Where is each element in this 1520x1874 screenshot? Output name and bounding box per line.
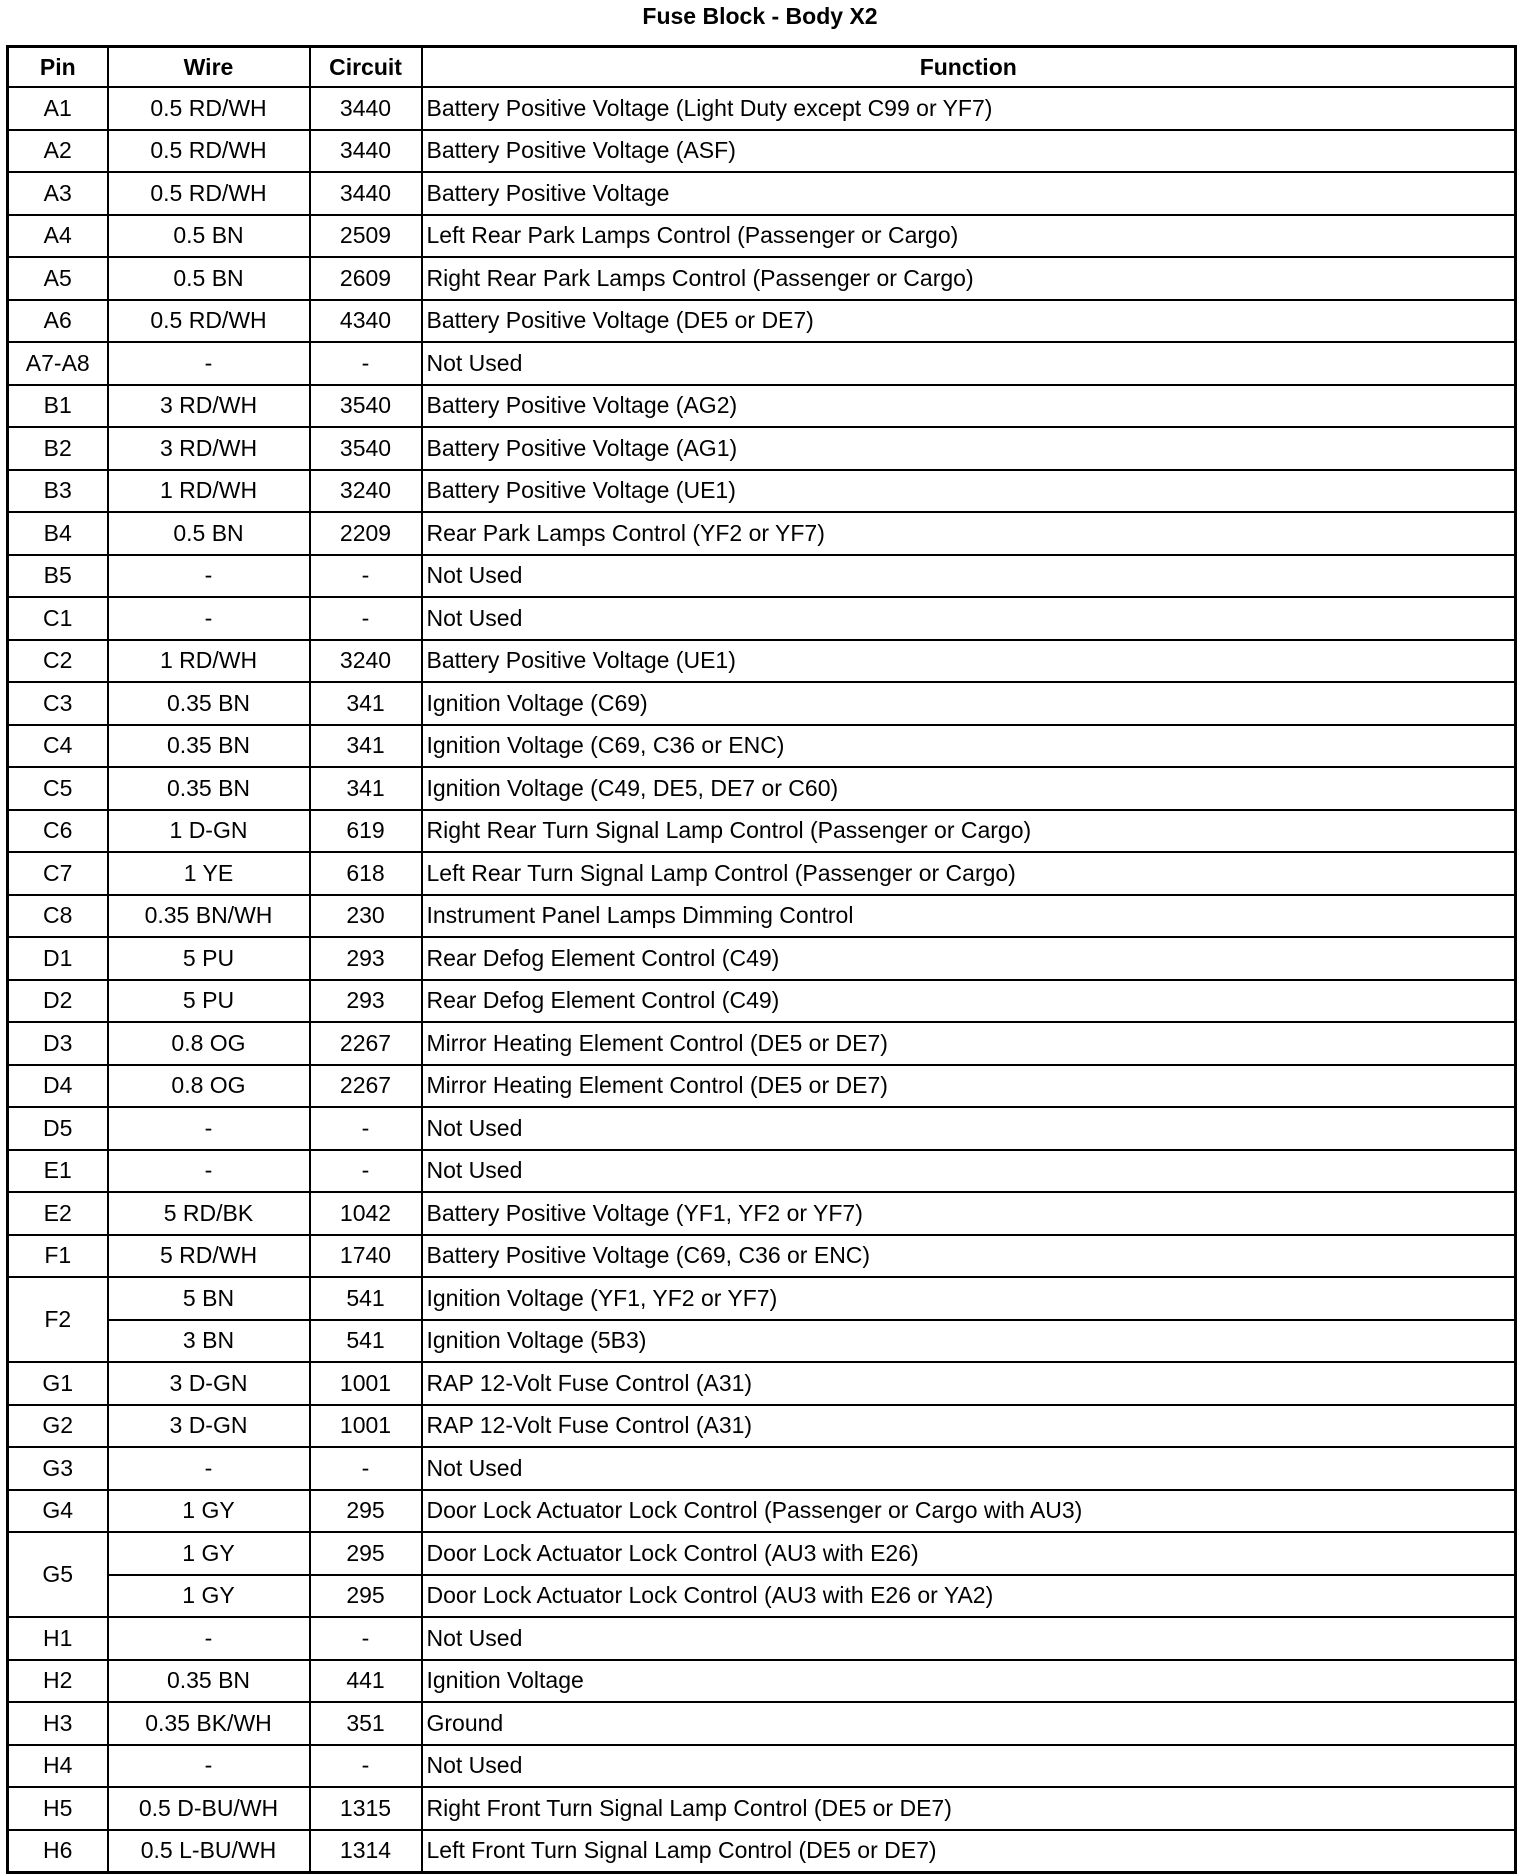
pin-cell: G4	[8, 1490, 108, 1533]
wire-cell: 1 GY	[108, 1575, 310, 1618]
table-row	[8, 1787, 1516, 1830]
wire-cell: 0.5 BN	[108, 257, 310, 300]
circuit-cell: 293	[310, 980, 422, 1023]
table-row	[8, 725, 1516, 768]
function-cell: Left Rear Turn Signal Lamp Control (Passenger or Cargo)	[422, 852, 1516, 895]
wire-cell: 3 D-GN	[108, 1405, 310, 1448]
pin-cell: B2	[8, 427, 108, 470]
wire-cell: 0.5 RD/WH	[108, 130, 310, 173]
circuit-cell: 3540	[310, 427, 422, 470]
pin-cell: H3	[8, 1702, 108, 1745]
circuit-cell: 295	[310, 1490, 422, 1533]
table-row	[8, 1320, 1516, 1363]
function-cell: Rear Park Lamps Control (YF2 or YF7)	[422, 512, 1516, 555]
wire-cell: 5 BN	[108, 1277, 310, 1320]
wire-cell: 0.35 BN/WH	[108, 895, 310, 938]
function-cell: Rear Defog Element Control (C49)	[422, 937, 1516, 980]
function-cell: Ignition Voltage (C69, C36 or ENC)	[422, 725, 1516, 768]
circuit-cell: 1001	[310, 1405, 422, 1448]
table-row	[8, 300, 1516, 343]
function-cell: Battery Positive Voltage (AG2)	[422, 385, 1516, 428]
table-row	[8, 937, 1516, 980]
pin-cell: C4	[8, 725, 108, 768]
table-row	[8, 852, 1516, 895]
table-row	[8, 470, 1516, 513]
function-cell: Battery Positive Voltage (UE1)	[422, 470, 1516, 513]
table-row	[8, 1405, 1516, 1448]
circuit-cell: 295	[310, 1575, 422, 1618]
wire-cell: -	[108, 597, 310, 640]
table-row	[8, 1745, 1516, 1788]
function-cell: Right Front Turn Signal Lamp Control (DE5 or DE7)	[422, 1787, 1516, 1830]
circuit-cell: -	[310, 1745, 422, 1788]
circuit-cell: -	[310, 555, 422, 598]
table-row	[8, 512, 1516, 555]
wire-cell: 3 RD/WH	[108, 385, 310, 428]
wire-cell: 5 PU	[108, 937, 310, 980]
circuit-cell: -	[310, 342, 422, 385]
circuit-cell: 541	[310, 1320, 422, 1363]
wire-cell: 0.35 BN	[108, 725, 310, 768]
circuit-cell: -	[310, 597, 422, 640]
wire-cell: 1 GY	[108, 1490, 310, 1533]
function-cell: Battery Positive Voltage (AG1)	[422, 427, 1516, 470]
table-row	[8, 1617, 1516, 1660]
table-row	[8, 1490, 1516, 1533]
pin-cell: F2	[8, 1277, 108, 1362]
function-cell: Door Lock Actuator Lock Control (AU3 with E26 or YA2)	[422, 1575, 1516, 1618]
table-row	[8, 895, 1516, 938]
function-cell: Mirror Heating Element Control (DE5 or DE7)	[422, 1065, 1516, 1108]
pin-cell: A6	[8, 300, 108, 343]
function-cell: Not Used	[422, 342, 1516, 385]
wire-cell: 0.35 BN	[108, 1660, 310, 1703]
circuit-cell: 2267	[310, 1065, 422, 1108]
function-cell: Battery Positive Voltage	[422, 172, 1516, 215]
function-cell: Not Used	[422, 1745, 1516, 1788]
circuit-cell: 4340	[310, 300, 422, 343]
pin-cell: C6	[8, 810, 108, 853]
wire-cell: 1 RD/WH	[108, 640, 310, 683]
header-pin: Pin	[8, 47, 108, 88]
table-row	[8, 87, 1516, 130]
function-cell: Battery Positive Voltage (DE5 or DE7)	[422, 300, 1516, 343]
circuit-cell: 341	[310, 725, 422, 768]
header-circuit: Circuit	[310, 47, 422, 88]
circuit-cell: 1740	[310, 1235, 422, 1278]
pin-cell: G1	[8, 1362, 108, 1405]
pin-cell: H2	[8, 1660, 108, 1703]
wire-cell: 0.5 RD/WH	[108, 87, 310, 130]
function-cell: Ignition Voltage (YF1, YF2 or YF7)	[422, 1277, 1516, 1320]
circuit-cell: 2509	[310, 215, 422, 258]
function-cell: RAP 12-Volt Fuse Control (A31)	[422, 1362, 1516, 1405]
pin-cell: H6	[8, 1830, 108, 1873]
table-row	[8, 257, 1516, 300]
function-cell: Left Front Turn Signal Lamp Control (DE5 or DE7)	[422, 1830, 1516, 1873]
wire-cell: -	[108, 342, 310, 385]
circuit-cell: 2609	[310, 257, 422, 300]
wire-cell: -	[108, 1107, 310, 1150]
circuit-cell: 3240	[310, 640, 422, 683]
pin-cell: C5	[8, 767, 108, 810]
function-cell: Battery Positive Voltage (YF1, YF2 or YF7)	[422, 1192, 1516, 1235]
wire-cell: 0.5 L-BU/WH	[108, 1830, 310, 1873]
wire-cell: 0.35 BN	[108, 767, 310, 810]
circuit-cell: 1042	[310, 1192, 422, 1235]
circuit-cell: 2267	[310, 1022, 422, 1065]
header-function: Function	[422, 47, 1516, 88]
table-row	[8, 130, 1516, 173]
function-cell: Right Rear Park Lamps Control (Passenger or Cargo)	[422, 257, 1516, 300]
wire-cell: -	[108, 1447, 310, 1490]
pin-cell: A7-A8	[8, 342, 108, 385]
table-row	[8, 640, 1516, 683]
wire-cell: 0.35 BK/WH	[108, 1702, 310, 1745]
function-cell: Not Used	[422, 1107, 1516, 1150]
wire-cell: 3 RD/WH	[108, 427, 310, 470]
circuit-cell: -	[310, 1150, 422, 1193]
pin-cell: C3	[8, 682, 108, 725]
circuit-cell: 3540	[310, 385, 422, 428]
table-row	[8, 1830, 1516, 1873]
pin-cell: H5	[8, 1787, 108, 1830]
table-row	[8, 1022, 1516, 1065]
table-row	[8, 1192, 1516, 1235]
circuit-cell: 295	[310, 1532, 422, 1575]
table-row	[8, 385, 1516, 428]
table-row	[8, 342, 1516, 385]
wire-cell: 1 YE	[108, 852, 310, 895]
wire-cell: 0.35 BN	[108, 682, 310, 725]
wire-cell: 1 RD/WH	[108, 470, 310, 513]
header-wire: Wire	[108, 47, 310, 88]
pin-cell: A5	[8, 257, 108, 300]
function-cell: Not Used	[422, 555, 1516, 598]
circuit-cell: -	[310, 1107, 422, 1150]
function-cell: Ignition Voltage (5B3)	[422, 1320, 1516, 1363]
pin-cell: B4	[8, 512, 108, 555]
circuit-cell: 541	[310, 1277, 422, 1320]
wire-cell: 0.5 D-BU/WH	[108, 1787, 310, 1830]
function-cell: Battery Positive Voltage (UE1)	[422, 640, 1516, 683]
pin-cell: G3	[8, 1447, 108, 1490]
pin-cell: E2	[8, 1192, 108, 1235]
table-row	[8, 1107, 1516, 1150]
table-body	[8, 87, 1516, 1873]
wire-cell: -	[108, 555, 310, 598]
pin-cell: F1	[8, 1235, 108, 1278]
function-cell: RAP 12-Volt Fuse Control (A31)	[422, 1405, 1516, 1448]
function-cell: Instrument Panel Lamps Dimming Control	[422, 895, 1516, 938]
pin-cell: A3	[8, 172, 108, 215]
pin-cell: E1	[8, 1150, 108, 1193]
pinout-table	[6, 45, 1517, 1874]
table-row	[8, 1362, 1516, 1405]
pin-cell: H1	[8, 1617, 108, 1660]
pin-cell: A2	[8, 130, 108, 173]
wire-cell: -	[108, 1150, 310, 1193]
pin-cell: D3	[8, 1022, 108, 1065]
function-cell: Rear Defog Element Control (C49)	[422, 980, 1516, 1023]
table-row	[8, 810, 1516, 853]
circuit-cell: 3440	[310, 172, 422, 215]
table-row	[8, 1532, 1516, 1575]
table-row	[8, 427, 1516, 470]
wire-cell: 0.5 BN	[108, 512, 310, 555]
function-cell: Ignition Voltage (C69)	[422, 682, 1516, 725]
circuit-cell: 293	[310, 937, 422, 980]
circuit-cell: -	[310, 1447, 422, 1490]
pin-cell: D4	[8, 1065, 108, 1108]
pin-cell: C7	[8, 852, 108, 895]
wire-cell: 1 D-GN	[108, 810, 310, 853]
table-row	[8, 1277, 1516, 1320]
circuit-cell: 619	[310, 810, 422, 853]
pin-cell: C8	[8, 895, 108, 938]
circuit-cell: 3440	[310, 87, 422, 130]
table-row	[8, 555, 1516, 598]
function-cell: Mirror Heating Element Control (DE5 or DE7)	[422, 1022, 1516, 1065]
wire-cell: -	[108, 1745, 310, 1788]
circuit-cell: 1001	[310, 1362, 422, 1405]
table-row	[8, 682, 1516, 725]
wire-cell: 5 PU	[108, 980, 310, 1023]
function-cell: Left Rear Park Lamps Control (Passenger or Cargo)	[422, 215, 1516, 258]
pin-cell: H4	[8, 1745, 108, 1788]
table-row	[8, 767, 1516, 810]
circuit-cell: 341	[310, 682, 422, 725]
circuit-cell: 1315	[310, 1787, 422, 1830]
function-cell: Door Lock Actuator Lock Control (AU3 with E26)	[422, 1532, 1516, 1575]
pin-cell: B5	[8, 555, 108, 598]
wire-cell: 1 GY	[108, 1532, 310, 1575]
function-cell: Not Used	[422, 1617, 1516, 1660]
pin-cell: D5	[8, 1107, 108, 1150]
circuit-cell: 618	[310, 852, 422, 895]
circuit-cell: 441	[310, 1660, 422, 1703]
circuit-cell: 1314	[310, 1830, 422, 1873]
function-cell: Battery Positive Voltage (C69, C36 or ENC)	[422, 1235, 1516, 1278]
table-row	[8, 597, 1516, 640]
table-row	[8, 1575, 1516, 1618]
pin-cell: D1	[8, 937, 108, 980]
pin-cell: A1	[8, 87, 108, 130]
wire-cell: -	[108, 1617, 310, 1660]
function-cell: Door Lock Actuator Lock Control (Passenger or Cargo with AU3)	[422, 1490, 1516, 1533]
function-cell: Not Used	[422, 1150, 1516, 1193]
wire-cell: 0.5 BN	[108, 215, 310, 258]
pin-cell: B1	[8, 385, 108, 428]
circuit-cell: 2209	[310, 512, 422, 555]
pin-cell: D2	[8, 980, 108, 1023]
table-row	[8, 1702, 1516, 1745]
pin-cell: C1	[8, 597, 108, 640]
table-row	[8, 172, 1516, 215]
circuit-cell: 3240	[310, 470, 422, 513]
wire-cell: 0.5 RD/WH	[108, 300, 310, 343]
circuit-cell: 3440	[310, 130, 422, 173]
pin-cell: C2	[8, 640, 108, 683]
wire-cell: 0.8 OG	[108, 1065, 310, 1108]
wire-cell: 0.5 RD/WH	[108, 172, 310, 215]
wire-cell: 3 BN	[108, 1320, 310, 1363]
function-cell: Battery Positive Voltage (ASF)	[422, 130, 1516, 173]
wire-cell: 5 RD/BK	[108, 1192, 310, 1235]
wire-cell: 0.8 OG	[108, 1022, 310, 1065]
wire-cell: 3 D-GN	[108, 1362, 310, 1405]
function-cell: Right Rear Turn Signal Lamp Control (Passenger or Cargo)	[422, 810, 1516, 853]
wire-cell: 5 RD/WH	[108, 1235, 310, 1278]
page-title: Fuse Block - Body X2	[642, 3, 878, 29]
circuit-cell: -	[310, 1617, 422, 1660]
table-header-row	[8, 47, 1516, 88]
table-row	[8, 215, 1516, 258]
pin-cell: G2	[8, 1405, 108, 1448]
function-cell: Not Used	[422, 1447, 1516, 1490]
function-cell: Ignition Voltage (C49, DE5, DE7 or C60)	[422, 767, 1516, 810]
pin-cell: G5	[8, 1532, 108, 1617]
circuit-cell: 341	[310, 767, 422, 810]
table-row	[8, 1235, 1516, 1278]
pin-cell: A4	[8, 215, 108, 258]
table-row	[8, 980, 1516, 1023]
table-row	[8, 1065, 1516, 1108]
function-cell: Ignition Voltage	[422, 1660, 1516, 1703]
function-cell: Ground	[422, 1702, 1516, 1745]
table-row	[8, 1660, 1516, 1703]
function-cell: Battery Positive Voltage (Light Duty except C99 or YF7)	[422, 87, 1516, 130]
circuit-cell: 230	[310, 895, 422, 938]
table-row	[8, 1150, 1516, 1193]
function-cell: Not Used	[422, 597, 1516, 640]
circuit-cell: 351	[310, 1702, 422, 1745]
table-row	[8, 1447, 1516, 1490]
pin-cell: B3	[8, 470, 108, 513]
